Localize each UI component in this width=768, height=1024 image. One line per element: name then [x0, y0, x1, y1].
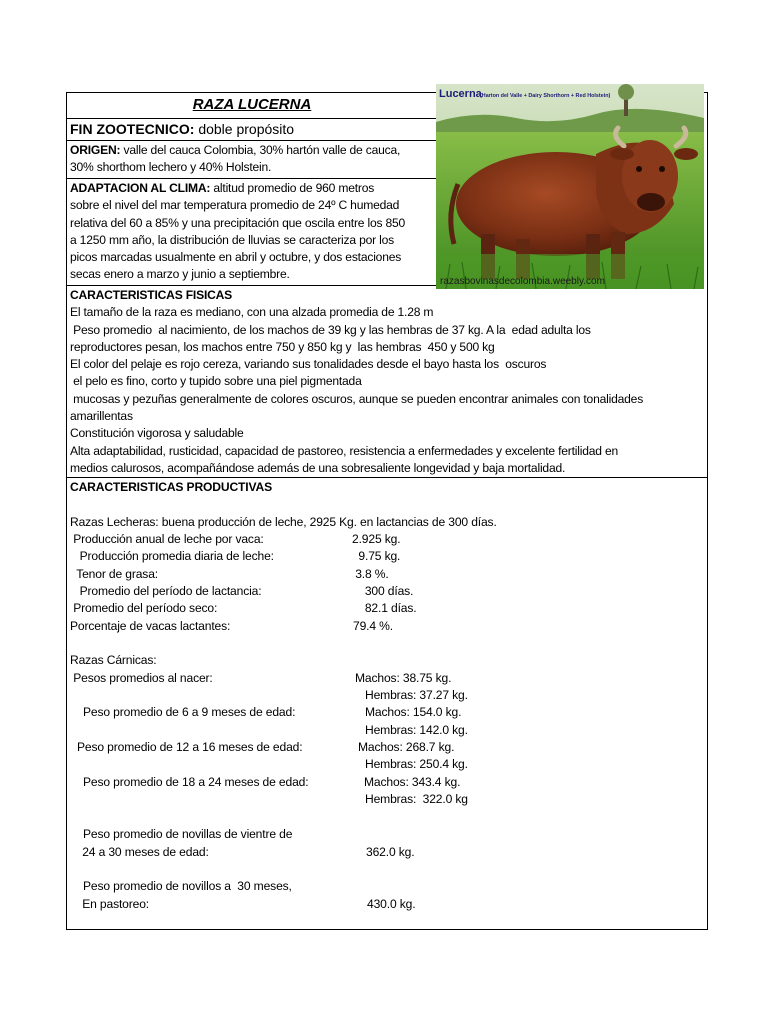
origen-row [67, 141, 438, 179]
fisicas-line: El tamaño de la raza es mediano, con una alzada promedia de 1.28 m [70, 305, 434, 320]
fin-zootecnico-row [67, 119, 438, 141]
fin-label: FIN ZOOTECNICO: [70, 121, 195, 137]
p1824-hembras: Hembras: 322.0 kg [365, 792, 468, 806]
p1216-hembras: Hembras: 250.4 kg. [365, 757, 468, 771]
fisicas-heading: CARACTERISTICAS FISICAS [70, 288, 233, 302]
fin-value: doble propósito [198, 121, 295, 137]
lecheras-value: 82.1 días. [352, 601, 417, 615]
novillos-line1: Peso promedio de novillos a 30 meses, [83, 879, 292, 893]
fisicas-line: amarillentas [70, 409, 133, 424]
adaptacion-line: picos marcadas usualmente en abril y octubre, y dos estaciones [70, 250, 402, 265]
adaptacion-line1: altitud promedio de 960 metros [213, 181, 375, 195]
lucerna-bull-photo [436, 84, 704, 289]
fisicas-line: reproductores pesan, los machos entre 750 y 850 kg y las hembras 450 y 500 kg [70, 339, 495, 354]
lecheras-value: 3.8 %. [352, 567, 389, 581]
lecheras-label: Porcentaje de vacas lactantes: [70, 619, 231, 633]
lecheras-label: Tenor de grasa: [70, 567, 158, 581]
fisicas-line: mucosas y pezuñas generalmente de colores oscuros, aunque se pueden encontrar animales con tonalidades [70, 391, 644, 406]
fisicas-line: Alta adaptabilidad, rusticidad, capacidad de pastoreo, resistencia a enfermedades y excelente fertilidad en [70, 443, 619, 458]
fisicas-line: medios calurosos, acompañándose además de una sobresaliente longevidad y baja mortalidad. [70, 460, 566, 475]
lecheras-value: 9.75 kg. [352, 549, 401, 563]
lecheras-label: Producción anual de leche por vaca: [70, 532, 264, 546]
lecheras-value: 2.925 kg. [352, 532, 401, 546]
lecheras-intro: Razas Lecheras: buena producción de leche, 2925 Kg. en lactancias de 300 días. [70, 515, 497, 529]
p1216-label: Peso promedio de 12 a 16 meses de edad: [77, 740, 303, 754]
novillas-line2: 24 a 30 meses de edad: [79, 845, 209, 859]
lecheras-label: Promedio del período de lactancia: [70, 584, 262, 598]
p69-machos: Machos: 154.0 kg. [365, 705, 462, 719]
adaptacion-line: secas enero a marzo y junio a septiembre. [70, 267, 290, 282]
novillos-value: 430.0 kg. [367, 897, 416, 911]
p1824-machos: Machos: 343.4 kg. [364, 775, 461, 789]
fisicas-line: Constitución vigorosa y saludable [70, 426, 244, 441]
fisicas-section [67, 286, 707, 478]
novillas-value: 362.0 kg. [366, 845, 415, 859]
novillas-line1: Peso promedio de novillas de vientre de [83, 827, 293, 841]
origen-label: ORIGEN: [70, 143, 121, 157]
nacer-label: Pesos promedios al nacer: [70, 671, 213, 685]
origen-line1: valle del cauca Colombia, 30% hartón valle de cauca, [123, 143, 401, 157]
photo-watermark: razasbovinasdecolombia.weebly.com [440, 276, 605, 287]
novillos-line2: En pastoreo: [79, 897, 149, 911]
photo-caption-title: Lucerna [439, 88, 482, 100]
adaptacion-row [67, 179, 438, 286]
nacer-machos: Machos: 38.75 kg. [355, 671, 452, 685]
p1216-machos: Machos: 268.7 kg. [358, 740, 455, 754]
fisicas-line: Peso promedio al nacimiento, de los machos de 39 kg y las hembras de 37 kg. A la edad adulta los [70, 322, 591, 337]
productivas-section [67, 478, 710, 929]
lecheras-value: 300 días. [352, 584, 414, 598]
fisicas-line: el pelo es fino, corto y tupido sobre una piel pigmentada [70, 374, 362, 389]
productivas-heading: CARACTERISTICAS PRODUCTIVAS [70, 480, 272, 494]
p1824-label: Peso promedio de 18 a 24 meses de edad: [83, 775, 309, 789]
bull-illustration [436, 84, 704, 289]
p69-hembras: Hembras: 142.0 kg. [365, 723, 468, 737]
adaptacion-line: sobre el nivel del mar temperatura promedio de 24º C humedad [70, 198, 400, 213]
fisicas-line: El color del pelaje es rojo cereza, variando sus tonalidades desde el bayo hasta los oscuros [70, 357, 547, 372]
page-title: RAZA LUCERNA [67, 93, 438, 119]
lecheras-label: Promedio del período seco: [70, 601, 218, 615]
adaptacion-line: a 1250 mm año, la distribución de lluvias se caracteriza por los [70, 232, 394, 247]
origen-line2: 30% shorthom lechero y 40% Holstein. [70, 160, 272, 175]
adaptacion-line: relativa del 60 a 85% y una precipitación que oscila entre los 850 [70, 215, 406, 230]
p69-label: Peso promedio de 6 a 9 meses de edad: [83, 705, 296, 719]
lecheras-label: Producción promedia diaria de leche: [70, 549, 274, 563]
nacer-hembras: Hembras: 37.27 kg. [365, 688, 468, 702]
lecheras-value: 79.4 %. [353, 619, 393, 633]
photo-caption-sub: (Harton del Valle + Dairy Shorthorn + Red Holstein) [480, 93, 611, 99]
adaptacion-label: ADAPTACION AL CLIMA: [70, 181, 211, 195]
carnicas-intro: Razas Cárnicas: [70, 653, 157, 667]
